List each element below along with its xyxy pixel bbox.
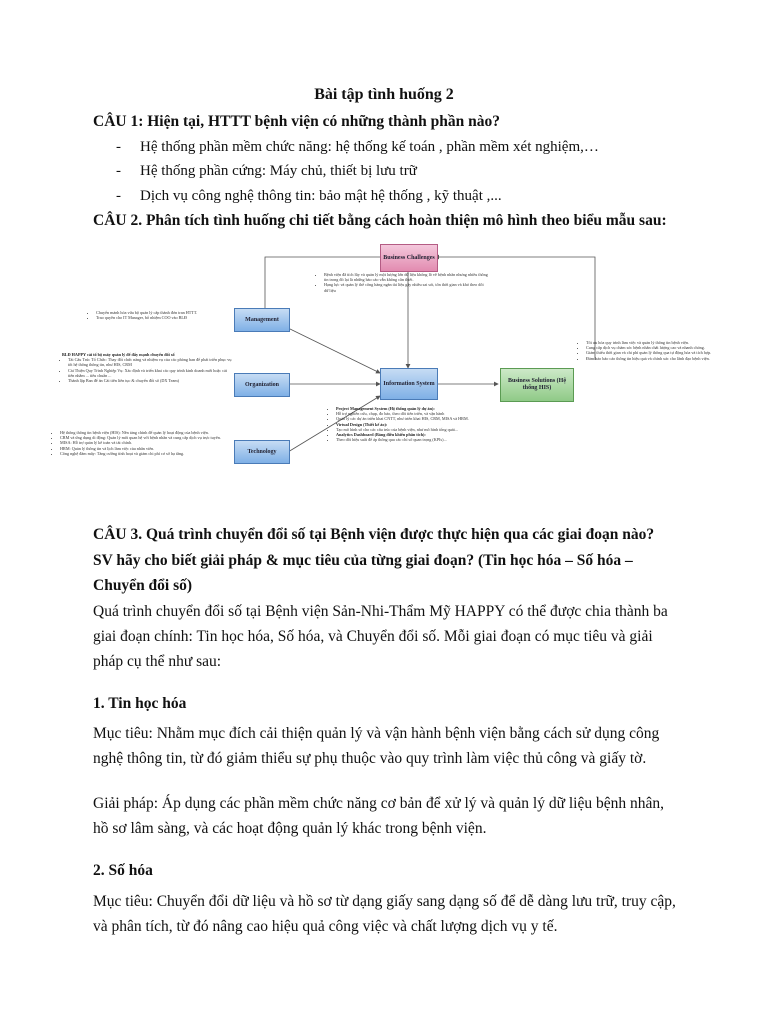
technology-notes: • Hệ thống thông tin bệnh viện (HIS): Nền tảng chính để quản lý hoạt động của bệnh viện. • CRM và ứng dụng di động: Quản lý mối quan hệ với bệnh nhân và cung cấp dịch vụ trực tuyến. • MISA: Hỗ trợ quản lý kế toán và tài chính. • HRM: Quản lý thông tin và lịch làm việc của nhân viên. • Công nghệ đám mây: Tăng cường tính hoạt và giảm chi phí cơ sở hạ tầng. [54, 430, 230, 456]
stage-2-heading: 2. Số hóa [93, 862, 153, 879]
business-solutions-box: Business Solutions (Hệ thống HIS) [500, 368, 574, 402]
information-system-notes: • Project Management System (Hệ thống quản lý dự án): • Hỗ trợ nghiên cứu, chụp, đo bảo, theo dõi tiến triển, và vận hành • Quản lý các dự án triển khai CNTT, như triển khai HIS, CRM, MISA và HRM. • Virtual Design (Thiết kế ảo): • Tạo mô hình số cho các cấu trúc của bệnh viện, như mô hình tổng quát... • Analytics Dashboard (Bảng điều khiển phân tích): • Theo dõi hiệu suất để áp thống qua các chỉ số quan trọng (KPIs)... [330, 406, 500, 442]
challenges-notes: • Bệnh viện đã tích lũy và quản lý một lượng lớn dữ liệu khổng lồ về bệnh nhân nhưng nhiều thông tin trong đó lại là những báo cáo vẫn không cần thiết. • Hạng lực và quản lý thể công hàng ngàn tài liệu gây nhiều sai sót, tốn thời gian và khó theo dõi dữ liệu [318, 272, 488, 293]
stage-1-heading: 1. Tin học hóa [93, 695, 187, 712]
information-system-box: Information System [380, 368, 438, 400]
stage-1-solution: Giải pháp: Áp dụng các phần mềm chức năng cơ bản để xử lý và quản lý dữ liệu bệnh nhân, hồ sơ lâm sàng, và các hoạt động quản lý khác trong bệnh viện. [93, 795, 665, 837]
question-3-line-1: CÂU 3. Quá trình chuyển đổi số tại Bệnh viện được thực hiện qua các giai đoạn nào? [93, 526, 655, 543]
management-box: Management [234, 308, 290, 332]
question-3-line-3: Chuyển đổi số) [93, 577, 193, 594]
management-notes: • Chuyển mảnh hóa vừa bộ quản lý cấp thành đơn tran HTTT. • Trao quyền cho IT Manager, bổ nhiệm COO vào BLĐ [90, 310, 230, 320]
question-1: CÂU 1: Hiện tại, HTTT bệnh viện có những thành phần nào? [93, 113, 500, 130]
q1-item-3: - Dịch vụ công nghệ thông tin: bảo mật hệ thống , kỹ thuật ,... [116, 188, 502, 204]
q3-intro: Quá trình chuyển đổi số tại Bệnh viện Sản-Nhi-Thẩm Mỹ HAPPY có thể được chia thành ba giai đoạn chính: Tin học hóa, Số hóa, và Chuyển đổi số. Mỗi giai đoạn có mục tiêu và giải pháp cụ thể như sau: [93, 603, 668, 670]
q1-item-2: - Hệ thống phần cứng: Máy chủ, thiết bị lưu trữ [116, 163, 417, 179]
business-challenges-box: Business Challenges [380, 244, 438, 272]
organization-box: Organization [234, 373, 290, 397]
document-title: Bài tập tình huống 2 [314, 86, 454, 103]
q1-item-1: - Hệ thống phần mềm chức năng: hệ thống kế toán , phần mềm xét nghiệm,… [116, 139, 599, 155]
business-model-diagram [50, 240, 732, 485]
stage-1-goal: Mục tiêu: Nhằm mục đích cải thiện quản lý và vận hành bệnh viện bằng cách sử dụng công nghệ thông tin, từ đó giảm thiểu sự phụ thuộc vào quy trình làm việc thủ công và giấy tờ. [93, 725, 660, 767]
question-2: CÂU 2. Phân tích tình huống chi tiết bằng cách hoàn thiện mô hình theo biểu mẫu sau: [93, 212, 667, 229]
solution-notes: • Tối ưu hóa quy trình làm việc và quản lý thông tin bệnh viện. • Cung cấp dịch vụ chăm sóc bệnh nhân chất lượng cao và nhanh chóng. • Giảm thiểu thời gian và chi phí quản lý thông qua tự động hóa và tích hợp. • Đảm bảo báo cáo thông tin hiệu quả và chính xác cho lãnh đạo bệnh viện. [580, 340, 730, 361]
question-3-line-2: SV hãy cho biết giải pháp & mục tiêu của từng giai đoạn? (Tin học hóa – Số hóa – [93, 552, 633, 569]
technology-box: Technology [234, 440, 290, 464]
organization-notes: BLĐ HAPPY cải tổ bộ máy quản lý để đẩy mạnh chuyển đổi số • Tái Cấu Trúc Tổ Chức: Thay đổi chức năng và nhiệm vụ của các phòng ban để phát triển phục vụ tốt hệ thống thông tin, như HIS, CRM • Cải Thiện Quy Trình Nghiệp Vụ: Xác định và triển khai các quy trình kinh doanh mới hoặc cải tiến nhằm ... tiêu chuẩn ... • Thành lập Ban để án Cải tiến liên tục & chuyển đổi số (DX Team) [62, 352, 232, 383]
stage-2-goal: Mục tiêu: Chuyển đổi dữ liệu và hồ sơ từ dạng giấy sang dạng số để dễ dàng lưu trữ, truy cập, và phân tích, từ đó nâng cao hiệu quả công việc và chất lượng dịch vụ y tế. [93, 893, 676, 935]
